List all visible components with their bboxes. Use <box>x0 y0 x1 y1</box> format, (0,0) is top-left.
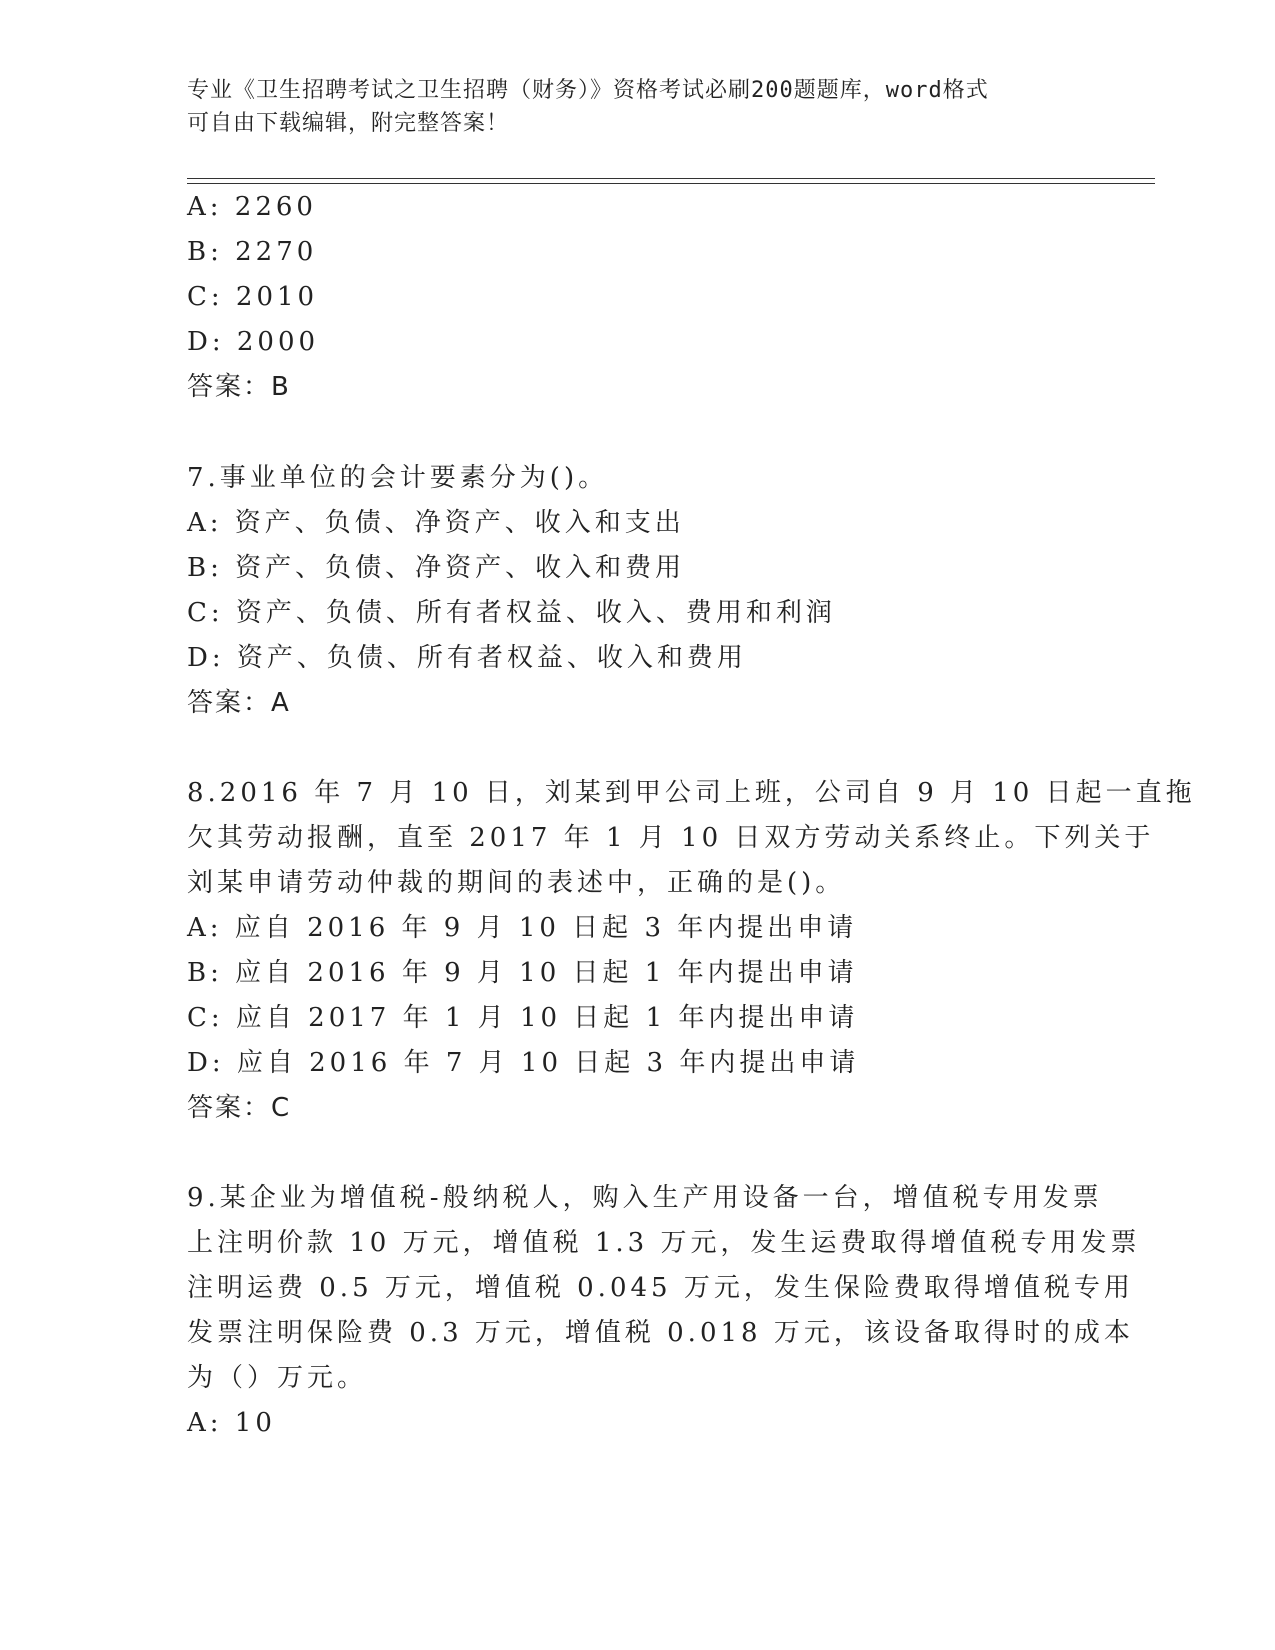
q9-stem-line-3: 注明运费 0.5 万元，增值税 0.045 万元，发生保险费取得增值税专用 <box>187 1273 1134 1303</box>
header-divider-top <box>187 178 1155 179</box>
q7-stem: 7.事业单位的会计要素分为()。 <box>187 463 609 493</box>
q7-option-b: B: 资产、负债、净资产、收入和费用 <box>187 553 686 583</box>
q8-answer: 答案：C <box>187 1093 292 1123</box>
q6-option-c: C: 2010 <box>187 282 319 312</box>
q7-option-a: A: 资产、负债、净资产、收入和支出 <box>187 508 685 538</box>
q6-option-a: A: 2260 <box>187 192 317 222</box>
q8-option-b: B: 应自 2016 年 9 月 10 日起 1 年内提出申请 <box>187 958 858 988</box>
header-title-line-1: 专业《卫生招聘考试之卫生招聘（财务）》资格考试必刷200题题库，word格式 <box>187 78 989 103</box>
q8-option-d: D: 应自 2016 年 7 月 10 日起 3 年内提出申请 <box>187 1048 860 1078</box>
q9-option-a: A: 10 <box>187 1408 276 1438</box>
q8-stem-line-1: 8.2016 年 7 月 10 日，刘某到甲公司上班，公司自 9 月 10 日起一直拖 <box>187 778 1196 808</box>
q8-stem-line-3: 刘某申请劳动仲裁的期间的表述中，正确的是()。 <box>187 868 846 898</box>
q7-option-d: D: 资产、负债、所有者权益、收入和费用 <box>187 643 747 673</box>
header-divider-bottom <box>187 183 1155 184</box>
q8-stem-line-2: 欠其劳动报酬，直至 2017 年 1 月 10 日双方劳动关系终止。下列关于 <box>187 823 1155 853</box>
q7-option-c: C: 资产、负债、所有者权益、收入、费用和利润 <box>187 598 836 628</box>
q6-option-d: D: 2000 <box>187 327 320 357</box>
document-header <box>187 74 1067 140</box>
q9-stem-line-4: 发票注明保险费 0.3 万元，增值税 0.018 万元，该设备取得时的成本 <box>187 1318 1134 1348</box>
header-title-line-2: 可自由下载编辑，附完整答案！ <box>187 111 510 136</box>
q9-stem-line-2: 上注明价款 10 万元，增值税 1.3 万元，发生运费取得增值税专用发票 <box>187 1228 1141 1258</box>
q9-stem-line-5: 为（）万元。 <box>187 1363 368 1393</box>
q6-option-b: B: 2270 <box>187 237 318 267</box>
q8-option-c: C: 应自 2017 年 1 月 10 日起 1 年内提出申请 <box>187 1003 859 1033</box>
q6-answer: 答案：B <box>187 372 291 402</box>
q8-option-a: A: 应自 2016 年 9 月 10 日起 3 年内提出申请 <box>187 913 858 943</box>
q7-answer: 答案：A <box>187 688 291 718</box>
q9-stem-line-1: 9.某企业为增值税-般纳税人，购入生产用设备一台，增值税专用发票 <box>187 1183 1103 1213</box>
